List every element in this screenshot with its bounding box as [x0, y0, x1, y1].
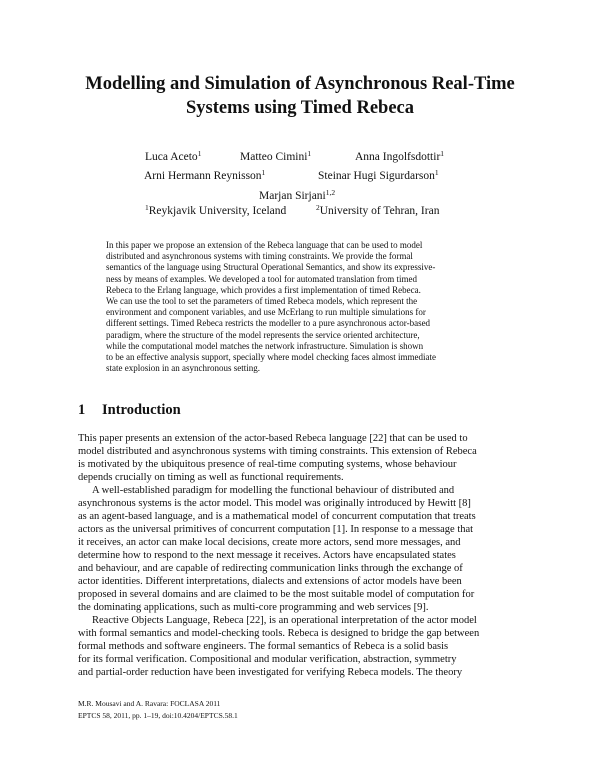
body-line: depends crucially on timing as well as functional requirements.: [78, 472, 344, 483]
affiliation-name: Reykjavik University, Iceland: [148, 205, 287, 217]
author-name: Luca Aceto: [145, 151, 198, 163]
author-sup: 1: [434, 168, 439, 177]
abstract-line: Rebeca to the Erlang language, which provides a first implementation of timed Rebeca.: [106, 284, 421, 295]
section-title: Introduction: [102, 402, 181, 418]
abstract-line: to be an effective analysis support, specially where model checking faces almost immediate: [106, 351, 436, 362]
author-name: Anna Ingolfsdottir: [355, 151, 441, 163]
author: [145, 150, 201, 164]
affiliation-sup: 2: [316, 203, 320, 212]
body-line: formal methods and software engineers. The formal semantics of Rebeca is a solid basis: [78, 641, 449, 652]
abstract-line: We can use the tool to set the parameters of timed Rebeca models, which represent the: [106, 295, 418, 306]
abstract: [106, 240, 494, 374]
author: [259, 189, 335, 203]
body-line: asynchronous systems is the actor model. This model was originally introduced by Hewitt [8]: [78, 498, 471, 509]
affiliation: [316, 204, 439, 218]
paragraph-1: [78, 432, 522, 484]
body-line: it receives, an actor can make local decisions, create more actors, send more messages, and: [78, 537, 461, 548]
body-line: for its formal verification. Compositional and modular verification, abstraction, symmetry: [78, 654, 457, 665]
abstract-line: environment and component variables, and use McErlang to run multiple simulations for: [106, 307, 426, 318]
body-line: the dominating applications, such as multi-core programming and web services [9].: [78, 602, 429, 613]
body-line: actors as the universal primitives of concurrent computation [1]. In response to a message that: [78, 524, 474, 535]
body-line: model distributed and asynchronous systems with timing constraints. This extension of Rebeca: [78, 446, 477, 457]
author-sup: 1: [261, 168, 266, 177]
abstract-line: semantics of the language using Structural Operational Semantics, and show its expressive-: [106, 262, 436, 273]
paragraph-2: [78, 484, 522, 614]
author-name: Steinar Hugi Sigurdarson: [318, 170, 435, 182]
body-line: Reactive Objects Language, Rebeca [22], is an operational interpretation of the actor model: [92, 615, 477, 626]
author-name: Arni Hermann Reynisson: [144, 170, 262, 182]
body-line: as an agent-based language, and is a mathematical model of concurrent computation that treats: [78, 511, 476, 522]
abstract-line: ness by means of examples. We developed a tool for automated translation from timed: [106, 273, 418, 284]
footer-citation: EPTCS 58, 2011, pp. 1–19, doi:10.4204/EPTCS.58.1: [78, 711, 238, 720]
body-line: This paper presents an extension of the actor-based Rebeca language [22] that can be used to: [78, 433, 468, 444]
body-line: with formal semantics and model-checking tools. Rebeca is designed to bridge the gap between: [78, 628, 480, 639]
body-line: and partial-order reduction have been investigated for verifying Rebeca models. The theory: [78, 667, 463, 678]
body-line: proposed in several domains and are claimed to be the most suitable model of computation for: [78, 589, 475, 600]
affiliation-sup: 1: [145, 203, 149, 212]
author: [240, 150, 311, 164]
title-line-2: Systems using Timed Rebeca: [185, 98, 415, 118]
affiliation-name: University of Tehran, Iran: [319, 205, 440, 217]
author-name: Marjan Sirjani: [259, 190, 326, 202]
abstract-line: distributed and asynchronous systems with timing constraints. We provide the formal: [106, 251, 413, 262]
body-line: is motivated by the ubiquitous presence of real-time computing systems, whose behaviour: [78, 459, 457, 470]
author-name: Matteo Cimini: [240, 151, 308, 163]
abstract-line: paradigm, where the structure of the model represents the service oriented architecture,: [106, 329, 420, 340]
author-sup: 1,2: [325, 188, 336, 197]
body-line: actor identities. Different interpretations, dialects and extensions of actor models have been: [78, 576, 462, 587]
paragraph-3: [78, 614, 522, 679]
affiliation: [145, 204, 286, 218]
author-sup: 1: [197, 149, 202, 158]
author: [144, 169, 265, 183]
body-line: determine how to respond to the next message it receives. Actors have encapsulated states: [78, 550, 456, 561]
abstract-line: while the computational model matches the network infrastructure. Simulation is shown: [106, 340, 424, 351]
body-line: and behaviour, and are capable of redirecting communication links through the exchange of: [78, 563, 463, 574]
abstract-line: In this paper we propose an extension of the Rebeca language that can be used to model: [106, 240, 423, 250]
author-sup: 1: [307, 149, 312, 158]
author-sup: 1: [440, 149, 445, 158]
section-heading: [78, 402, 181, 419]
title-line-1: Modelling and Simulation of Asynchronous Real-Time: [85, 74, 515, 94]
author: [355, 150, 444, 164]
author: [318, 169, 439, 183]
body-line: A well-established paradigm for modelling the functional behaviour of distributed and: [92, 485, 455, 496]
footer-venue: M.R. Mousavi and A. Ravara: FOCLASA 2011: [78, 699, 221, 708]
section-number: 1: [78, 402, 86, 418]
paper-title: [60, 72, 540, 120]
abstract-line: different settings. Timed Rebeca restricts the modeller to a pure asynchronous actor-based: [106, 318, 431, 329]
abstract-line: state explosion in an asynchronous setting.: [106, 363, 260, 374]
